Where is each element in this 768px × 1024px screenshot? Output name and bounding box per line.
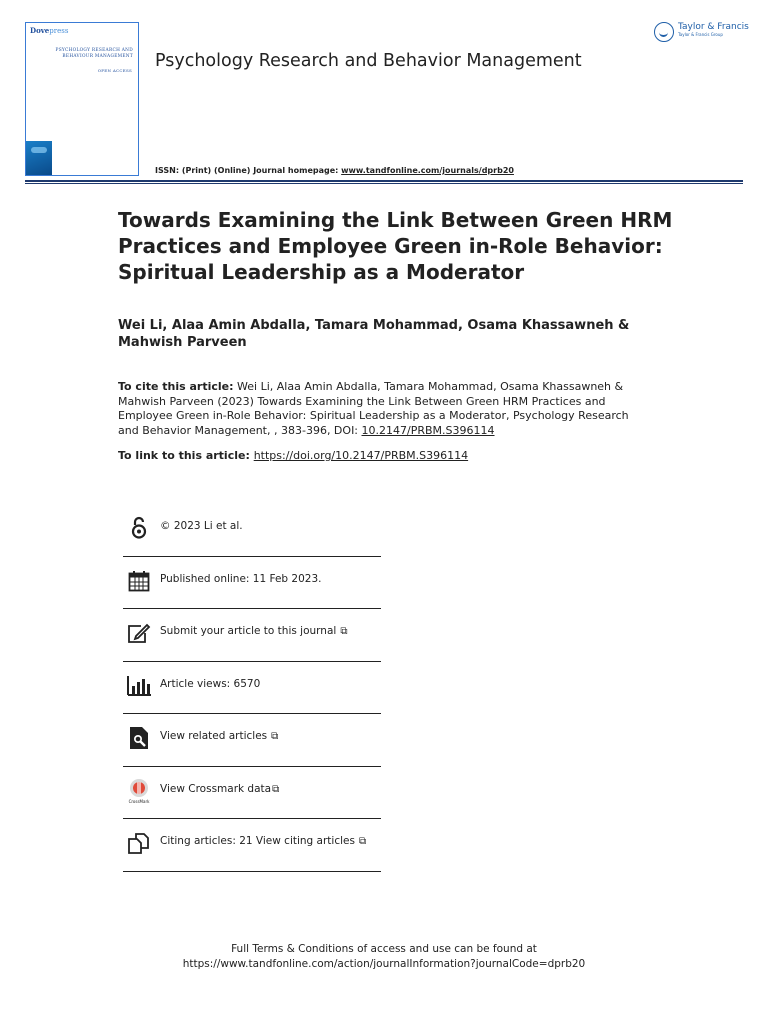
svg-text:CrossMark: CrossMark xyxy=(128,798,150,804)
published-label: Published online: 11 Feb 2023. xyxy=(160,572,322,585)
bar-chart-icon xyxy=(127,674,151,698)
external-link-icon: ⧉ xyxy=(358,836,367,847)
cover-brand: Dovepress xyxy=(30,26,69,35)
related-row[interactable] xyxy=(123,714,381,767)
article-authors: Wei Li, Alaa Amin Abdalla, Tamara Mohammad, Osama Khassawneh & Mahwish Parveen xyxy=(118,318,630,350)
copyright-label: © 2023 Li et al. xyxy=(160,520,243,532)
edit-icon xyxy=(127,621,151,645)
publisher-name: Taylor & Francis xyxy=(678,22,749,32)
journal-title: Psychology Research and Behavior Management xyxy=(155,51,582,71)
open-access-icon xyxy=(127,516,151,540)
journal-cover xyxy=(25,22,139,176)
issn-line: ISSN: (Print) (Online) Journal homepage: www.tandfonline.com/journals/dprb20 xyxy=(155,166,514,175)
citation-block: To cite this article: Wei Li, Alaa Amin Abdalla, Tamara Mohammad, Osama Khassawneh & Mahwish Parveen (2023) Towards Examining the Link Between Green HRM Practices and Employee Green in-Role Behavior: Spiritual Leadership as a Moderator, Psychology Research and Behavior Management, , 383-396, DOI: 10.2147/PRBM.S396114 xyxy=(118,380,629,437)
terms-line: Full Terms & Conditions of access and use can be found at xyxy=(231,943,537,955)
article-title: Towards Examining the Link Between Green HRM Practices and Employee Green in-Role Behavior: Spiritual Leadership as a Moderator xyxy=(118,208,673,284)
crossmark-icon xyxy=(127,779,151,803)
citing-label[interactable]: Citing articles: 21 View citing articles ⧉ xyxy=(160,835,367,847)
publisher-group: Taylor & Francis Group xyxy=(678,32,723,37)
submit-row[interactable] xyxy=(123,609,381,662)
publisher-logo[interactable] xyxy=(654,22,749,42)
header-divider xyxy=(25,180,743,182)
calendar-icon xyxy=(127,569,151,593)
related-articles-icon xyxy=(127,726,151,750)
crossmark-row[interactable] xyxy=(123,767,381,820)
citing-articles-icon xyxy=(127,831,151,855)
cover-journal-name: PSYCHOLOGY RESEARCH AND BEHAVIOUR MANAGEMENT xyxy=(55,48,133,59)
header-divider-thin xyxy=(25,183,743,184)
views-row xyxy=(123,662,381,715)
article-info-list xyxy=(123,504,381,872)
citing-row[interactable] xyxy=(123,819,381,872)
doi-link[interactable]: 10.2147/PRBM.S396114 xyxy=(361,423,495,437)
terms-url[interactable]: https://www.tandfonline.com/action/journalInformation?journalCode=dprb20 xyxy=(182,958,586,970)
published-row xyxy=(123,557,381,610)
article-doi-url[interactable]: https://doi.org/10.2147/PRBM.S396114 xyxy=(253,449,469,462)
cover-artwork xyxy=(26,141,52,175)
copyright-row xyxy=(123,504,381,557)
related-label[interactable]: View related articles ⧉ xyxy=(160,730,279,742)
journal-homepage-link[interactable]: www.tandfonline.com/journals/dprb20 xyxy=(341,166,514,175)
views-label: Article views: 6570 xyxy=(160,677,261,690)
external-link-icon: ⧉ xyxy=(272,783,280,795)
cover-open-access: OPEN ACCESS xyxy=(97,68,132,73)
external-link-icon: ⧉ xyxy=(340,626,348,637)
external-link-icon: ⧉ xyxy=(271,731,279,742)
article-link-block: To link to this article: https://doi.org/10.2147/PRBM.S396114 xyxy=(118,449,469,462)
taylor-francis-icon xyxy=(654,22,674,42)
terms-footer xyxy=(0,942,768,972)
crossmark-label[interactable]: View Crossmark data⧉ xyxy=(160,782,280,795)
submit-label[interactable]: Submit your article to this journal ⧉ xyxy=(160,625,348,637)
